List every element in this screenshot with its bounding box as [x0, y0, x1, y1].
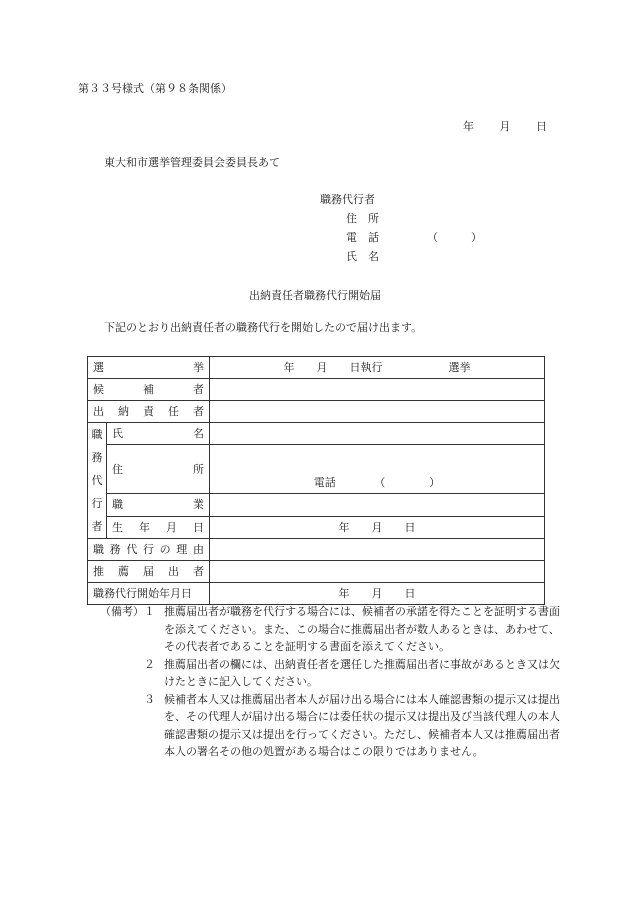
note-item	[100, 603, 560, 656]
agent-char-4: 行	[91, 497, 103, 510]
addressee: 東大和市選挙管理委員会委員長あて	[104, 156, 280, 169]
note-text: 推薦届出者が職務を代行する場合には、候補者の承諾を得たことを証明する書面を添えてください。また、この場合に推薦届出者が数人あるときは、あわせて、その代表者であることを証明する書面を添えてください。	[164, 605, 560, 653]
table-row	[88, 516, 545, 538]
label-char: 名	[193, 427, 204, 441]
agent-char-1: 職	[91, 428, 103, 441]
label-char: 届	[143, 565, 154, 578]
label-char: 月	[166, 520, 177, 534]
label-char: 責	[143, 405, 154, 418]
date-month-label: 月	[499, 120, 511, 133]
label-char: 挙	[193, 361, 204, 374]
agent-name-value-cell	[210, 423, 545, 445]
agent-char-2: 務	[91, 451, 103, 464]
agent-birth-label-cell	[107, 516, 210, 538]
label-char: 推	[93, 565, 104, 578]
label-char: 理	[176, 543, 188, 556]
recommender-label-cell	[88, 561, 210, 583]
agent-name-label-cell	[107, 423, 210, 445]
label-char: 者	[193, 383, 204, 396]
label-char: 住	[112, 462, 123, 476]
table-row	[88, 379, 545, 401]
table-row	[88, 401, 545, 423]
applicant-name-label: 氏 名	[346, 250, 379, 263]
label-char: 薦	[118, 565, 129, 578]
table-row	[88, 445, 545, 494]
label-char: 者	[193, 565, 204, 578]
intro-text: 下記のとおり出納責任者の職務代行を開始したので届け出ます。	[104, 321, 423, 334]
date-day-label: 日	[536, 120, 547, 133]
recommender-value-cell	[210, 561, 545, 583]
agent-address-value: 電話 （ ）	[210, 445, 545, 494]
reason-label-cell	[88, 539, 210, 561]
note-text: 候補者本人又は推薦届出者本人が届け出る場合には本人確認書類の提示又は提出を、その代理人が届け出る場合には委任状の提示又は提出及び当該代理人の本人確認書類の提示又は提出を行ってください。ただし、候補者本人又は推薦届出者本人の署名その他の処置がある場合はこの限りではありません。	[164, 692, 560, 758]
label-char: 職	[93, 543, 104, 556]
table-row	[88, 423, 545, 445]
label-char: 所	[193, 462, 204, 476]
label-char: 出	[168, 565, 179, 578]
note-item	[100, 656, 560, 691]
note-text: 推薦届出者の欄には、出納責任者を選任した推薦届出者に事故があるとき又は欠けたときに記入してください。	[164, 657, 560, 688]
agent-birth-value: 年 月 日	[210, 516, 545, 538]
label-char: 日	[193, 520, 204, 534]
treasurer-label-cell	[88, 401, 210, 423]
note-number: ３	[144, 692, 155, 706]
start-date-label-cell	[88, 583, 210, 605]
table-row	[88, 583, 545, 605]
applicant-address-label: 住 所	[346, 212, 379, 225]
label-char: 任	[168, 405, 179, 418]
date-year-label: 年	[463, 120, 474, 133]
label-char: 生	[112, 520, 123, 534]
notes-section	[100, 603, 560, 761]
applicant-phone-label: 電 話	[346, 231, 379, 244]
label-char: 行	[142, 543, 154, 556]
start-date-label: 職務代行開始年月日	[93, 587, 192, 600]
label-char: 出	[93, 405, 104, 418]
treasurer-value-cell	[210, 401, 545, 423]
election-value: 年 月 日執行 選挙	[210, 357, 545, 379]
agent-char-3: 代	[91, 474, 103, 487]
note-number: ２	[144, 657, 155, 671]
label-char: 務	[109, 543, 121, 556]
label-char: の	[159, 543, 171, 556]
candidate-label-cell	[88, 379, 210, 401]
label-char: 氏	[112, 427, 123, 441]
date-line	[463, 120, 547, 134]
agent-char-5: 者	[91, 520, 103, 533]
table-row	[88, 494, 545, 516]
table-row	[88, 357, 545, 379]
reason-value-cell	[210, 539, 545, 561]
label-char: 由	[192, 543, 204, 556]
agent-job-label-cell	[107, 494, 210, 516]
election-label-cell	[88, 357, 210, 379]
label-char: 選	[93, 361, 104, 374]
start-date-value: 年 月 日	[210, 583, 545, 605]
label-char: 補	[143, 383, 154, 396]
table-row	[88, 561, 545, 583]
label-char: 年	[139, 520, 150, 534]
label-char: 候	[93, 383, 104, 396]
candidate-value-cell	[210, 379, 545, 401]
label-char: 業	[193, 498, 204, 512]
notes-heading: （備考）	[100, 605, 144, 618]
table-row	[88, 539, 545, 561]
label-char: 納	[118, 405, 129, 418]
applicant-phone-parens: （ ）	[427, 231, 482, 244]
label-char: 職	[112, 498, 123, 512]
agent-job-value-cell	[210, 494, 545, 516]
label-char: 者	[193, 405, 204, 418]
document-title: 出納責任者職務代行開始届	[249, 289, 381, 302]
applicant-role: 職務代行者	[320, 193, 375, 206]
registration-table	[87, 356, 545, 605]
label-char: 代	[126, 543, 138, 556]
note-number: １	[144, 605, 155, 618]
note-item	[100, 691, 560, 761]
agent-vertical-label	[88, 423, 107, 539]
form-number: 第３３号様式（第９８条関係）	[78, 82, 232, 95]
agent-address-label-cell	[107, 445, 210, 494]
